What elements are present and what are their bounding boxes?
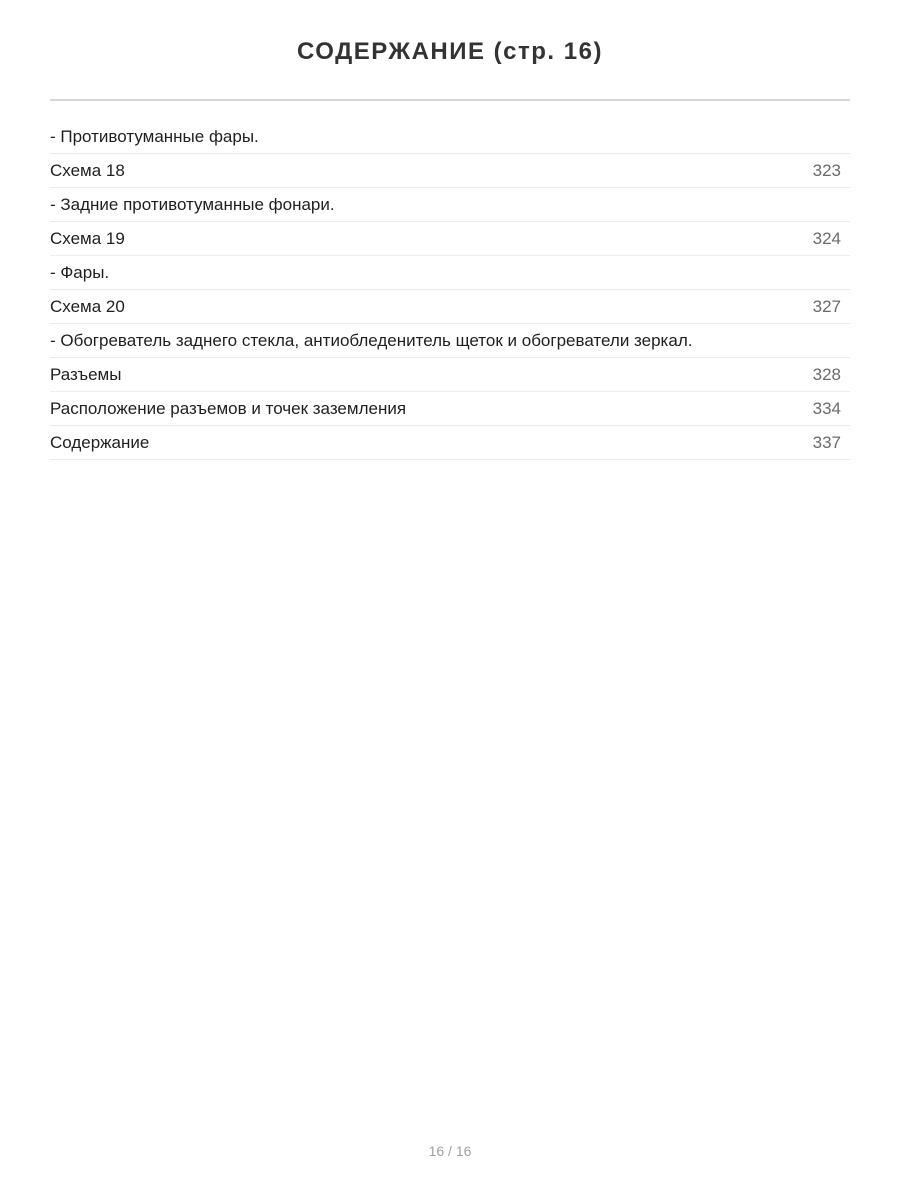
title-divider: [50, 99, 850, 101]
toc-entry-label: Содержание: [50, 432, 150, 452]
toc-entry-label: Схема 19: [50, 228, 125, 248]
toc-entry-label: Расположение разъемов и точек заземления: [50, 398, 407, 418]
toc-entry[interactable]: [50, 358, 850, 392]
page-number-footer: 16 / 16: [428, 1143, 472, 1159]
toc-entry-page: 324: [812, 228, 841, 248]
toc-entry[interactable]: [50, 188, 850, 222]
toc-entry-page: 337: [812, 432, 841, 452]
toc-entry[interactable]: [50, 154, 850, 188]
toc-entry-label: - Фары.: [50, 262, 110, 282]
toc-entry[interactable]: [50, 256, 850, 290]
page-title: СОДЕРЖАНИЕ (стр. 16): [297, 38, 603, 65]
toc-entry-label: Схема 18: [50, 160, 125, 180]
toc-entry[interactable]: [50, 120, 850, 154]
toc-entry-label: - Задние противотуманные фонари.: [50, 194, 335, 214]
toc-entry[interactable]: [50, 290, 850, 324]
toc-entry[interactable]: [50, 324, 850, 358]
toc-entry-label: - Противотуманные фары.: [50, 126, 259, 146]
toc-entry[interactable]: [50, 426, 850, 460]
toc-entry-page: 334: [812, 398, 841, 418]
toc-entry-label: Разъемы: [50, 364, 122, 384]
toc-entry[interactable]: [50, 222, 850, 256]
toc-entry-label: - Обогреватель заднего стекла, антиобледенитель щеток и обогреватели зеркал.: [50, 330, 693, 350]
toc-entry-page: 323: [812, 160, 841, 180]
toc-entry-page: 327: [812, 296, 841, 316]
toc-entry[interactable]: [50, 392, 850, 426]
table-of-contents: [50, 120, 850, 460]
toc-entry-label: Схема 20: [50, 296, 125, 316]
toc-entry-page: 328: [812, 364, 841, 384]
